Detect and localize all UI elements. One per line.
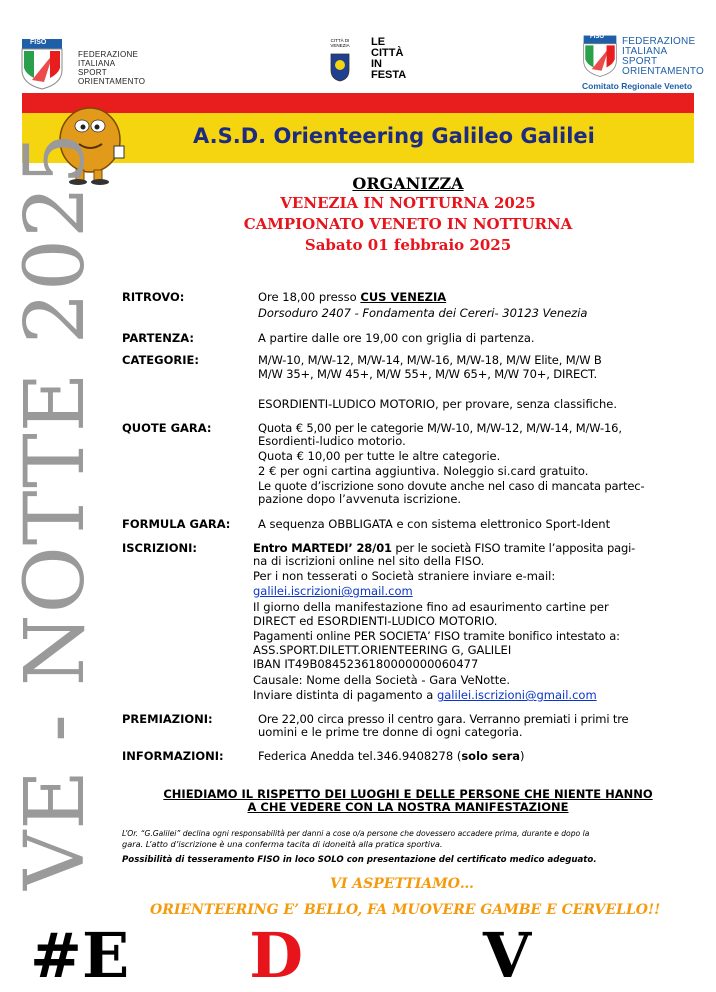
formula-line1: A sequenza OBBLIGATA e con sistema elettronico Sport-Ident [258,517,611,531]
event-title-line1: VENEZIA IN NOTTURNA 2025 [280,194,536,212]
quote-line6: pazione dopo l’avvenuta iscrizione. [258,492,462,506]
iscrizioni-line8: ASS.SPORT.DILETT.ORIENTEERING G, GALILEI [253,643,512,657]
categorie-line2: M/W 35+, M/W 45+, M/W 55+, M/W 65+, M/W 70+, DIRECT. [258,367,598,381]
iscrizioni-label: ISCRIZIONI: [122,541,198,555]
iscrizioni-line5: Il giorno della manifestazione fino ad esaurimento cartine per [253,600,609,614]
fiso-logo-right [582,34,712,94]
closing-greeting: VI ASPETTIAMO… [330,876,474,892]
categorie-label: CATEGORIE: [122,353,199,367]
fiso-text-right: FEDERAZIONE ITALIANA SPORT ORIENTAMENTO [622,36,705,77]
closing-slogan: ORIENTEERING E’ BELLO, FA MUOVERE GAMBE E CERVELLO!! [150,902,661,918]
respect-notice-line1: CHIEDIAMO IL RISPETTO DEI LUOGHI E DELLE PERSONE CHE NIENTE HANNO [163,787,653,801]
iscrizioni-causale: Causale: Nome della Società - Gara VeNotte. [253,673,511,687]
disclaimer-line2: gara. L’atto d’iscrizione è una conferma tacita di idoneità alla pratica sportiva. [122,839,443,849]
venezia-crest-icon [329,52,351,82]
event-heading [118,174,698,256]
informazioni-line1: Federica Anedda tel.346.9408278 (solo sera) [258,749,525,763]
organizza-heading: ORGANIZZA [352,174,464,193]
fiso-badge-left: FISO [30,39,47,46]
quote-line2: Esordienti-ludico motorio. [258,434,406,448]
iscrizioni-line6: DIRECT ed ESORDIENTI-LUDICO MOTORIO. [253,614,498,628]
premiazioni-label: PREMIAZIONI: [122,712,213,726]
iscrizioni-email-link[interactable]: galilei.iscrizioni@gmail.com [253,584,413,598]
event-date: Sabato 01 febbraio 2025 [304,236,512,254]
iscrizioni-line3: Per i non tesserati o Società straniere inviare e-mail: [253,569,556,583]
ritrovo-line1: Ore 18,00 presso CUS VENEZIA [258,290,447,304]
venezia-small-text: CITTÀ DI VENEZIA [330,38,350,48]
quote-line1: Quota € 5,00 per le categorie M/W-10, M/W-12, M/W-14, M/W-16, [258,421,622,435]
respect-notice-line2: A CHE VEDERE CON LA NOSTRA MANIFESTAZIONE [247,800,569,814]
formula-label: FORMULA GARA: [122,517,231,531]
categorie-line1: M/W-10, M/W-12, M/W-14, M/W-16, M/W-18, M/W Elite, M/W B [258,353,602,367]
club-title: A.S.D. Orienteering Galileo Galilei [193,124,595,148]
partenza-label: PARTENZA: [122,331,194,345]
quote-line3: Quota € 10,00 per tutte le altre categorie. [258,449,501,463]
iscrizioni-line1: Entro MARTEDI’ 28/01 per le società FISO tramite l’apposita pagi- [253,541,636,555]
citta-in-festa-logo [325,36,410,88]
informazioni-label: INFORMAZIONI: [122,749,224,763]
iscrizioni-line7: Pagamenti online PER SOCIETA’ FISO tramite bonifico intestato a: [253,629,620,643]
fiso-shield-icon [582,34,618,78]
quote-label: QUOTE GARA: [122,421,212,435]
vertical-event-title: VE - NOTTE 2025 [8,131,103,890]
fiso-logo-left [20,38,160,90]
iscrizioni-line2: na di iscrizioni online nel sito della FISO. [253,554,485,568]
fiso-text-left: FEDERAZIONE ITALIANA SPORT ORIENTAMENTO [78,50,146,86]
quote-line5: Le quote d’iscrizione sono dovute anche nel caso di mancata partec- [258,479,645,493]
citta-in-festa-text: LE CITTÀ IN FESTA [371,36,407,81]
tesseramento-note: Possibilità di tesseramento FISO in loco SOLO con presentazione del certificato medico adeguato. [122,855,597,865]
premiazioni-line1: Ore 22,00 circa presso il centro gara. Verranno premiati i primi tre [258,712,629,726]
bottom-partial-text: #E D V [30,919,532,992]
iscrizioni-line11: Inviare distinta di pagamento a galilei.iscrizioni@gmail.com [253,688,597,702]
ritrovo-label: RITROVO: [122,290,185,304]
disclaimer-line1: L’Or. “G.Galilei” declina ogni responsabilità per danni a cose o/a persone che dovessero accadere prima, durante e dopo la [122,829,590,838]
payment-email-link[interactable]: galilei.iscrizioni@gmail.com [436,688,597,702]
comitato-text: Comitato Regionale Veneto [582,81,693,91]
fiso-badge-right: FISO [590,34,605,40]
iscrizioni-iban: IBAN IT49B0845236180000000060477 [253,657,479,671]
categorie-line3: ESORDIENTI-LUDICO MOTORIO, per provare, senza classifiche. [258,397,618,411]
partenza-line1: A partire dalle ore 19,00 con griglia di partenza. [258,331,535,345]
event-title-line2: CAMPIONATO VENETO IN NOTTURNA [243,215,573,233]
quote-line4: 2 € per ogni cartina aggiuntiva. Noleggio si.card gratuito. [258,464,589,478]
ritrovo-address: Dorsoduro 2407 - Fondamenta dei Cereri- 30123 Venezia [258,306,588,320]
premiazioni-line2: uomini e le prime tre donne di ogni categoria. [258,725,523,739]
ritrovo-place: CUS VENEZIA [360,290,447,304]
